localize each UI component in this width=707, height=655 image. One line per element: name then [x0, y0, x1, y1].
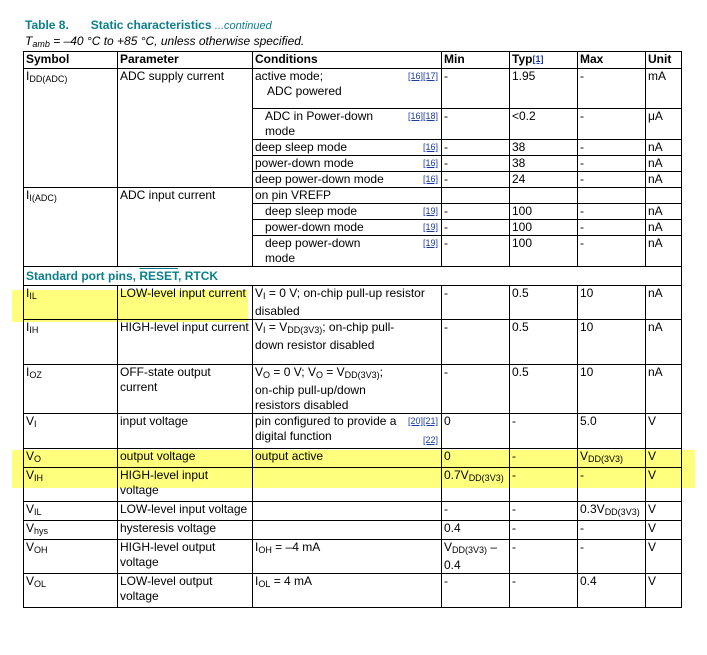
header-unit: Unit	[646, 52, 682, 69]
min-value: V	[444, 540, 453, 554]
max-subscript: DD(3V3)	[604, 507, 640, 517]
min-cell: 0.4	[442, 521, 510, 540]
unit-cell	[646, 188, 682, 204]
max-cell: 10	[578, 320, 646, 365]
symbol: I	[26, 69, 30, 83]
condition-cell	[253, 468, 442, 502]
typ-cell: 100	[510, 236, 578, 267]
max-cell: -	[578, 156, 646, 172]
typ-cell: <0.2	[510, 109, 578, 140]
unit-cell: V	[646, 540, 682, 574]
condition-text: ADC powered	[267, 84, 342, 98]
min-cell: -	[442, 172, 510, 188]
condition-cell	[253, 502, 442, 521]
unit-cell: nA	[646, 286, 682, 320]
unit-cell: mA	[646, 69, 682, 109]
table-row	[24, 540, 682, 574]
symbol: V	[26, 502, 35, 516]
typ-cell: -	[510, 521, 578, 540]
footnote-link[interactable]: [16]	[405, 140, 442, 156]
footnote-link[interactable]: [16][18]	[405, 109, 442, 140]
table-row	[24, 449, 682, 468]
condition-cell: power-down mode	[253, 220, 405, 236]
footnote-ref[interactable]: [22]	[422, 435, 438, 445]
typ-footnote-link[interactable]: [1]	[532, 54, 544, 64]
min-cell	[442, 468, 510, 502]
unit-cell: nA	[646, 320, 682, 365]
footnote-link[interactable]	[405, 414, 442, 449]
min-operator: –	[487, 540, 498, 554]
typ-cell: 0.5	[510, 365, 578, 414]
min-cell	[442, 188, 510, 204]
header-row	[24, 52, 682, 69]
typ-cell: 38	[510, 140, 578, 156]
symbol-subscript: IH	[34, 473, 44, 483]
footnote-link[interactable]: [19]	[405, 204, 442, 220]
max-cell	[578, 449, 646, 468]
header-symbol: Symbol	[24, 52, 118, 69]
min-cell: -	[442, 156, 510, 172]
symbol-cell	[24, 365, 118, 414]
max-cell: 5.0	[578, 414, 646, 449]
min-cell: -	[442, 109, 510, 140]
header-min: Min	[442, 52, 510, 69]
condition-symbol: I	[255, 540, 259, 554]
unit-cell: μA	[646, 109, 682, 140]
condition-cell	[253, 574, 442, 608]
symbol-cell	[24, 414, 118, 449]
min-cell: -	[442, 69, 510, 109]
symbol-cell	[24, 286, 118, 320]
min-cell: -	[442, 502, 510, 521]
condition-value: = –4 mA	[271, 540, 321, 554]
table-row	[24, 468, 682, 502]
unit-cell: V	[646, 574, 682, 608]
temperature-note: $T_{amb} = -40$ °C to +85 °C, unless otherwise specified.	[25, 34, 305, 49]
table-row	[24, 502, 682, 521]
header-parameter: Parameter	[118, 52, 253, 69]
table-row	[24, 69, 682, 109]
max-cell: -	[578, 204, 646, 220]
max-cell	[578, 502, 646, 521]
table-row	[24, 365, 682, 414]
symbol-subscript: I(ADC)	[29, 193, 57, 203]
typ-cell: -	[510, 468, 578, 502]
condition-cell: power-down mode	[253, 156, 405, 172]
max-cell: 10	[578, 365, 646, 414]
continued-label: ...continued	[214, 20, 272, 32]
typ-cell: 100	[510, 220, 578, 236]
min-cell	[442, 540, 510, 574]
parameter-cell: LOW-level input current	[118, 286, 253, 320]
header-conditions: Conditions	[253, 52, 442, 69]
table-row	[24, 414, 682, 449]
typ-cell: -	[510, 449, 578, 468]
symbol-subscript: DD(ADC)	[29, 74, 68, 84]
symbol-subscript: OL	[34, 579, 47, 589]
footnote-link[interactable]: [16]	[405, 172, 442, 188]
symbol: I	[26, 286, 30, 300]
min-subscript: DD(3V3)	[468, 473, 504, 483]
symbol-subscript: OZ	[29, 370, 42, 380]
symbol: I	[26, 188, 30, 202]
condition-cell: on pin VREFP	[253, 188, 442, 204]
table-title: Static characteristics	[90, 18, 212, 32]
condition-cell	[253, 540, 442, 574]
max-cell: -	[578, 172, 646, 188]
unit-cell: nA	[646, 140, 682, 156]
symbol-subscript: IL	[29, 291, 37, 301]
table-number: Table 8.	[25, 18, 69, 32]
table-row	[24, 286, 682, 320]
header-typ	[510, 52, 578, 69]
footnote-link[interactable]: [16][17]	[405, 69, 442, 109]
typ-cell: 24	[510, 172, 578, 188]
symbol-subscript: O	[34, 454, 42, 464]
typ-cell: 0.5	[510, 286, 578, 320]
symbol: V	[26, 449, 35, 463]
min-cell: -	[442, 204, 510, 220]
max-cell: -	[578, 468, 646, 502]
min-cell: 0	[442, 449, 510, 468]
typ-cell: -	[510, 502, 578, 521]
symbol-cell	[24, 468, 118, 502]
unit-cell: V	[646, 449, 682, 468]
footnote-ref[interactable]: [20][21]	[407, 416, 438, 426]
min-cell: -	[442, 236, 510, 267]
max-cell: -	[578, 521, 646, 540]
typ-cell: 38	[510, 156, 578, 172]
condition-value: = 4 mA	[270, 574, 313, 588]
condition-subscript: OL	[258, 579, 271, 589]
min-cell: -	[442, 320, 510, 365]
symbol: V	[26, 574, 35, 588]
typ-cell: -	[510, 540, 578, 574]
typ-cell: -	[510, 414, 578, 449]
max-cell: -	[578, 236, 646, 267]
unit-cell: nA	[646, 204, 682, 220]
table-caption	[25, 18, 272, 32]
parameter-cell: ADC supply current	[118, 69, 253, 188]
condition-cell	[253, 69, 405, 109]
symbol-subscript: IH	[29, 325, 39, 335]
condition-symbol: I	[255, 574, 259, 588]
parameter-cell: output voltage	[118, 449, 253, 468]
symbol-subscript: I	[34, 419, 37, 429]
condition-cell: deep sleep mode	[253, 140, 405, 156]
unit-cell: V	[646, 414, 682, 449]
unit-cell: nA	[646, 220, 682, 236]
condition-cell: $V_I = V_{DD(3V3)}$; on-chip pull-down resistor disabled	[253, 320, 442, 365]
min-cell: -	[442, 220, 510, 236]
parameter-cell: OFF-state output current	[118, 365, 253, 414]
parameter-cell: LOW-level output voltage	[118, 574, 253, 608]
parameter-cell: HIGH-level output voltage	[118, 540, 253, 574]
parameter-cell: hysteresis voltage	[118, 521, 253, 540]
symbol-cell	[24, 449, 118, 468]
condition-subscript: OH	[258, 545, 272, 555]
section-text-end: , RTCK	[178, 269, 219, 283]
min-value: 0.7V	[444, 468, 469, 482]
unit-cell: nA	[646, 156, 682, 172]
symbol-subscript: IL	[34, 507, 42, 517]
max-cell: -	[578, 540, 646, 574]
table-row	[24, 188, 682, 204]
symbol-cell	[24, 540, 118, 574]
unit-cell: nA	[646, 172, 682, 188]
max-cell: 0.4	[578, 574, 646, 608]
max-value: 0.3V	[580, 502, 605, 516]
condition-cell: deep power-down mode	[253, 236, 405, 267]
symbol: V	[26, 414, 35, 428]
symbol-subscript: OH	[34, 545, 48, 555]
condition-cell: ADC in Power-down mode	[253, 109, 405, 140]
min-value-line2: 0.4	[444, 558, 461, 572]
max-cell: -	[578, 69, 646, 109]
typ-cell: 1.95	[510, 69, 578, 109]
section-reset: RESET	[139, 269, 179, 283]
header-max: Max	[578, 52, 646, 69]
symbol: V	[26, 521, 35, 535]
header-typ-label: Typ	[512, 52, 533, 66]
condition-cell: deep sleep mode	[253, 204, 405, 220]
max-cell	[578, 188, 646, 204]
table-row	[24, 521, 682, 540]
condition-cell: output active	[253, 449, 442, 468]
static-characteristics-table	[23, 51, 682, 608]
symbol-cell	[24, 502, 118, 521]
condition-cell	[253, 521, 442, 540]
parameter-cell: HIGH-level input current	[118, 320, 253, 365]
max-cell: 10	[578, 286, 646, 320]
footnote-link[interactable]: [19]	[405, 236, 442, 267]
symbol-cell	[24, 574, 118, 608]
symbol-cell	[24, 188, 118, 267]
footnote-link[interactable]: [16]	[405, 156, 442, 172]
symbol-cell	[24, 320, 118, 365]
symbol-cell	[24, 69, 118, 188]
min-cell: 0	[442, 414, 510, 449]
symbol: I	[26, 320, 30, 334]
condition-cell: $V_I = 0$ V; on-chip pull-up resistor disabled	[253, 286, 442, 320]
parameter-cell: ADC input current	[118, 188, 253, 267]
section-text: Standard port pins,	[26, 269, 140, 283]
min-cell: -	[442, 365, 510, 414]
symbol-cell	[24, 521, 118, 540]
symbol: V	[26, 540, 35, 554]
typ-cell	[510, 188, 578, 204]
table-row	[24, 574, 682, 608]
symbol: I	[26, 365, 30, 379]
unit-cell: V	[646, 521, 682, 540]
section-heading	[24, 267, 682, 286]
symbol-subscript: hys	[34, 526, 49, 536]
max-cell: -	[578, 140, 646, 156]
unit-cell: V	[646, 468, 682, 502]
section-row	[24, 267, 682, 286]
typ-cell: 0.5	[510, 320, 578, 365]
max-value: V	[580, 449, 589, 463]
condition-cell: deep power-down mode	[253, 172, 405, 188]
typ-cell: -	[510, 574, 578, 608]
unit-cell: nA	[646, 236, 682, 267]
max-cell: -	[578, 220, 646, 236]
condition-text: active mode;	[255, 69, 324, 83]
condition-cell: pin configured to provide a digital function	[253, 414, 405, 449]
parameter-cell: HIGH-level input voltage	[118, 468, 253, 502]
footnote-link[interactable]: [19]	[405, 220, 442, 236]
max-subscript: DD(3V3)	[588, 454, 624, 464]
table-row	[24, 320, 682, 365]
unit-cell: nA	[646, 365, 682, 414]
min-subscript: DD(3V3)	[452, 545, 488, 555]
min-cell: -	[442, 574, 510, 608]
unit-cell: V	[646, 502, 682, 521]
symbol: V	[26, 468, 35, 482]
condition-cell: $V_O = 0$ V; $V_O = V_{DD(3V3)}$; on-chip pull-up/down resistors disabled	[253, 365, 442, 414]
parameter-cell: LOW-level input voltage	[118, 502, 253, 521]
min-cell: -	[442, 140, 510, 156]
min-cell: -	[442, 286, 510, 320]
typ-cell: 100	[510, 204, 578, 220]
parameter-cell: input voltage	[118, 414, 253, 449]
max-cell: -	[578, 109, 646, 140]
